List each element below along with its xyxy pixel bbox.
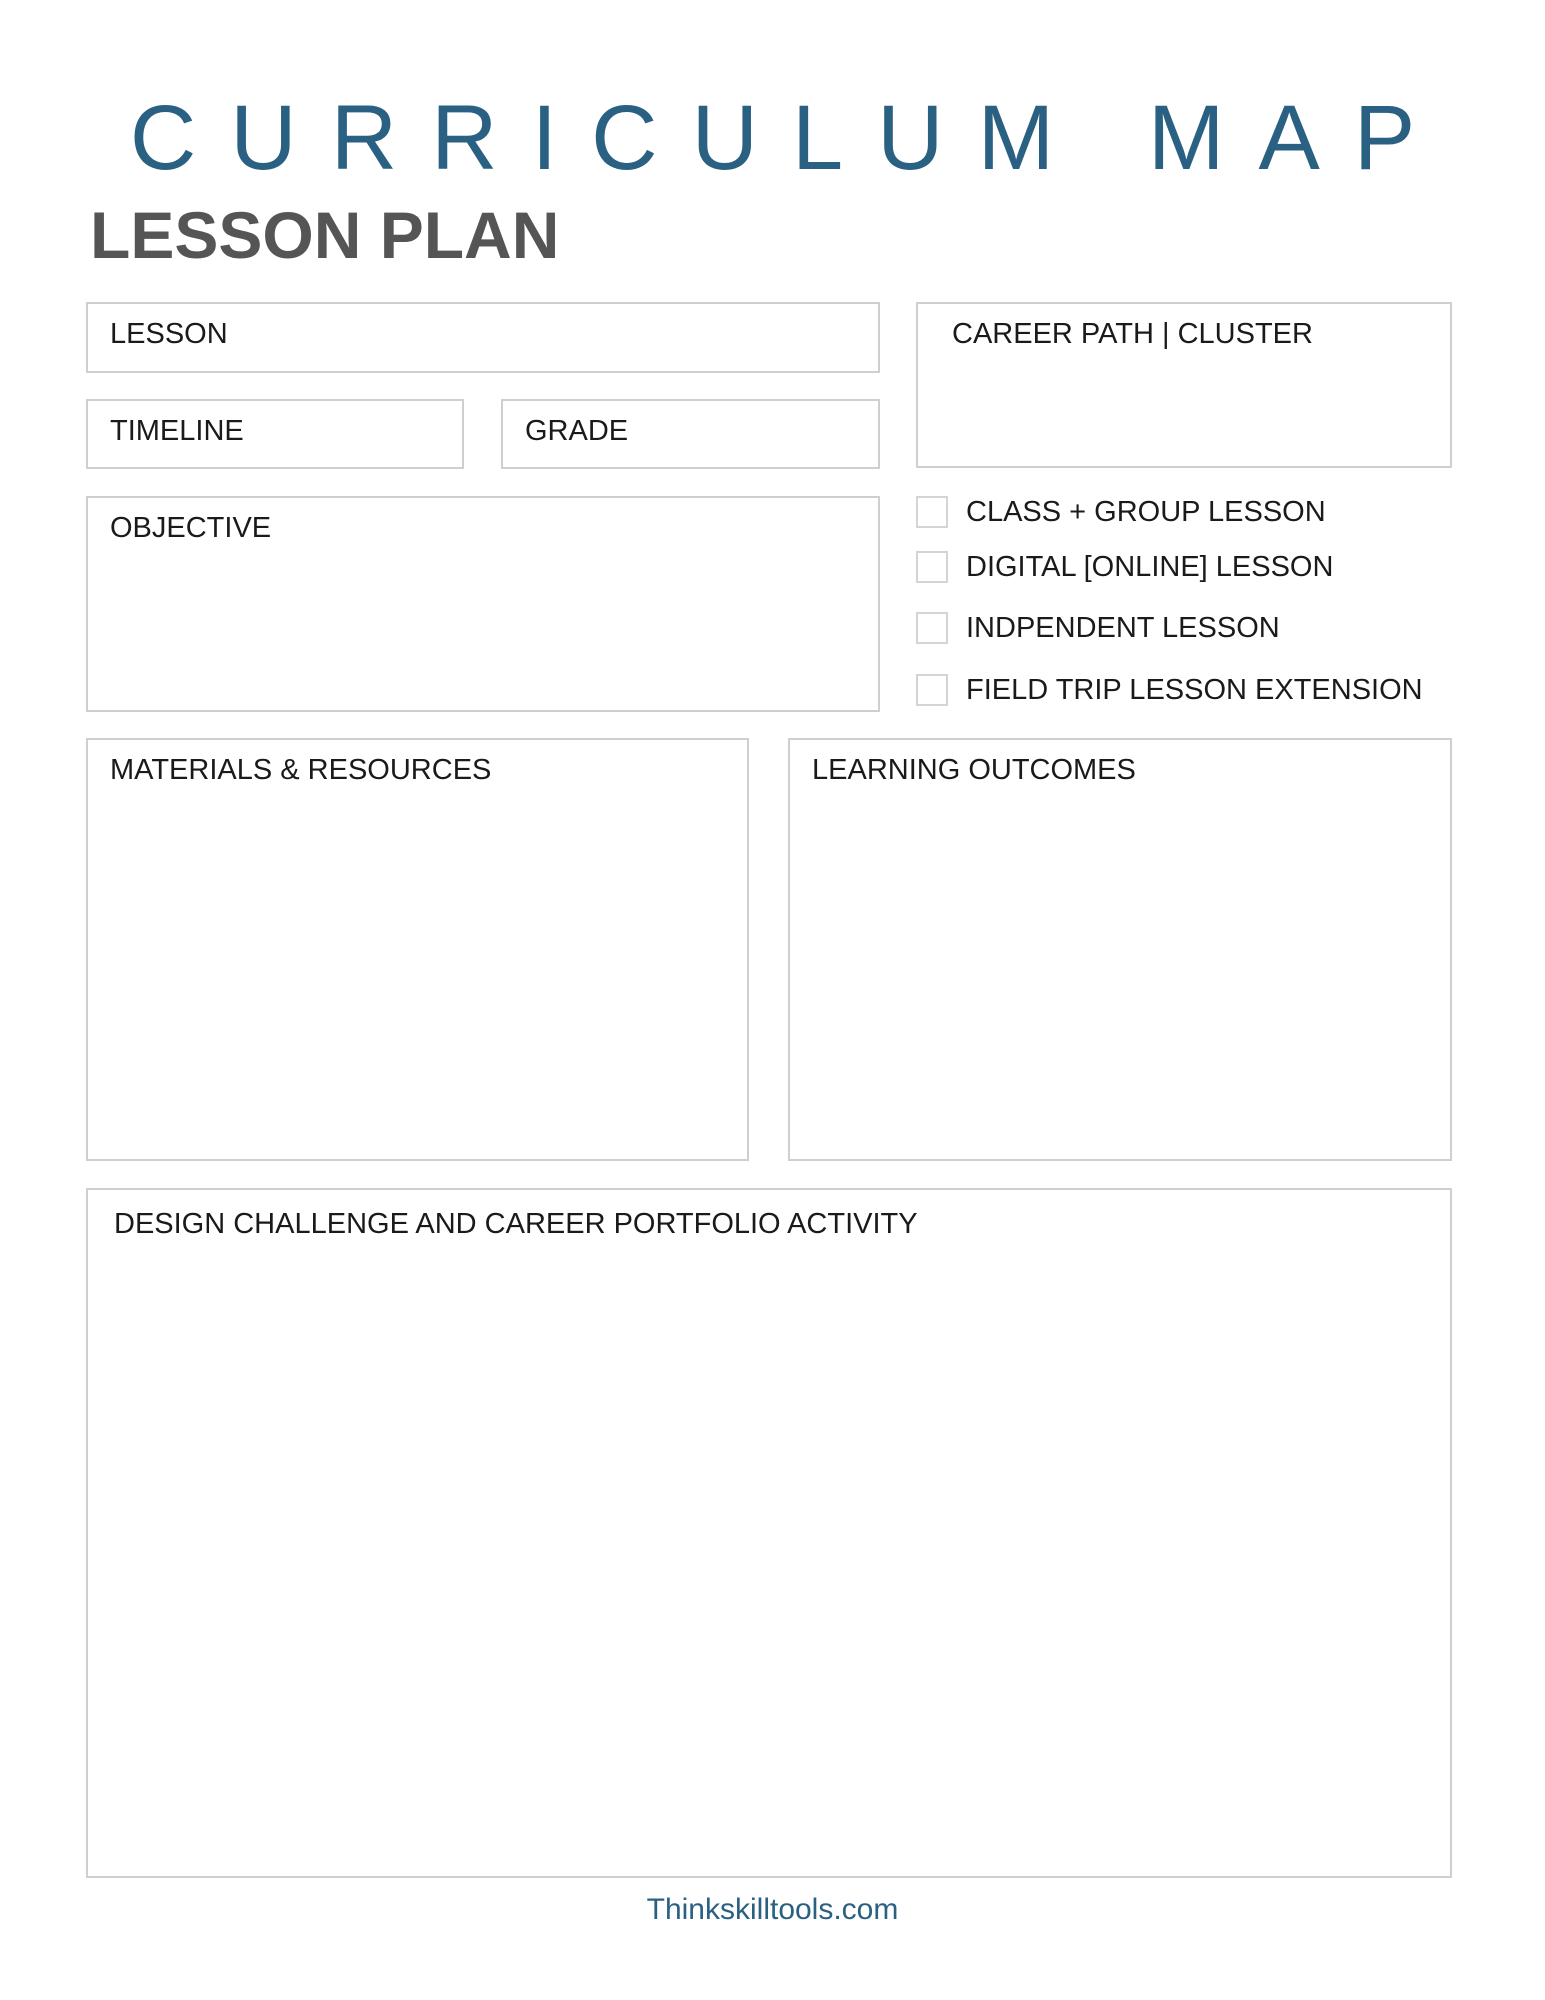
option-digital-online[interactable] [916,551,1476,587]
timeline-label: TIMELINE [110,415,244,447]
objective-field[interactable] [86,496,880,712]
materials-label: MATERIALS & RESOURCES [110,754,492,786]
option-label: DIGITAL [ONLINE] LESSON [966,551,1334,583]
lesson-label: LESSON [110,318,228,350]
checkbox[interactable] [916,551,948,583]
grade-field[interactable] [501,399,880,469]
career-path-field[interactable] [916,302,1452,468]
option-field-trip[interactable] [916,674,1476,710]
design-challenge-field[interactable] [86,1188,1452,1878]
checkbox[interactable] [916,496,948,528]
page-subtitle: LESSON PLAN [90,198,560,272]
grade-label: GRADE [525,415,629,447]
option-independent[interactable] [916,612,1476,648]
timeline-field[interactable] [86,399,464,469]
option-label: INDPENDENT LESSON [966,612,1280,644]
lesson-field[interactable] [86,302,880,373]
design-challenge-label: DESIGN CHALLENGE AND CAREER PORTFOLIO ACTIVITY [114,1208,918,1240]
checkbox[interactable] [916,612,948,644]
outcomes-label: LEARNING OUTCOMES [812,754,1136,786]
materials-field[interactable] [86,738,749,1161]
option-label: CLASS + GROUP LESSON [966,496,1326,528]
footer-website[interactable]: Thinkskilltools.com [646,1893,899,1926]
option-label: FIELD TRIP LESSON EXTENSION [966,674,1423,706]
outcomes-field[interactable] [788,738,1452,1161]
career-path-label: CAREER PATH | CLUSTER [952,318,1313,350]
objective-label: OBJECTIVE [110,512,272,544]
page-title: CURRICULUM MAP [129,87,1450,189]
option-class-group[interactable] [916,496,1476,532]
checkbox[interactable] [916,674,948,706]
